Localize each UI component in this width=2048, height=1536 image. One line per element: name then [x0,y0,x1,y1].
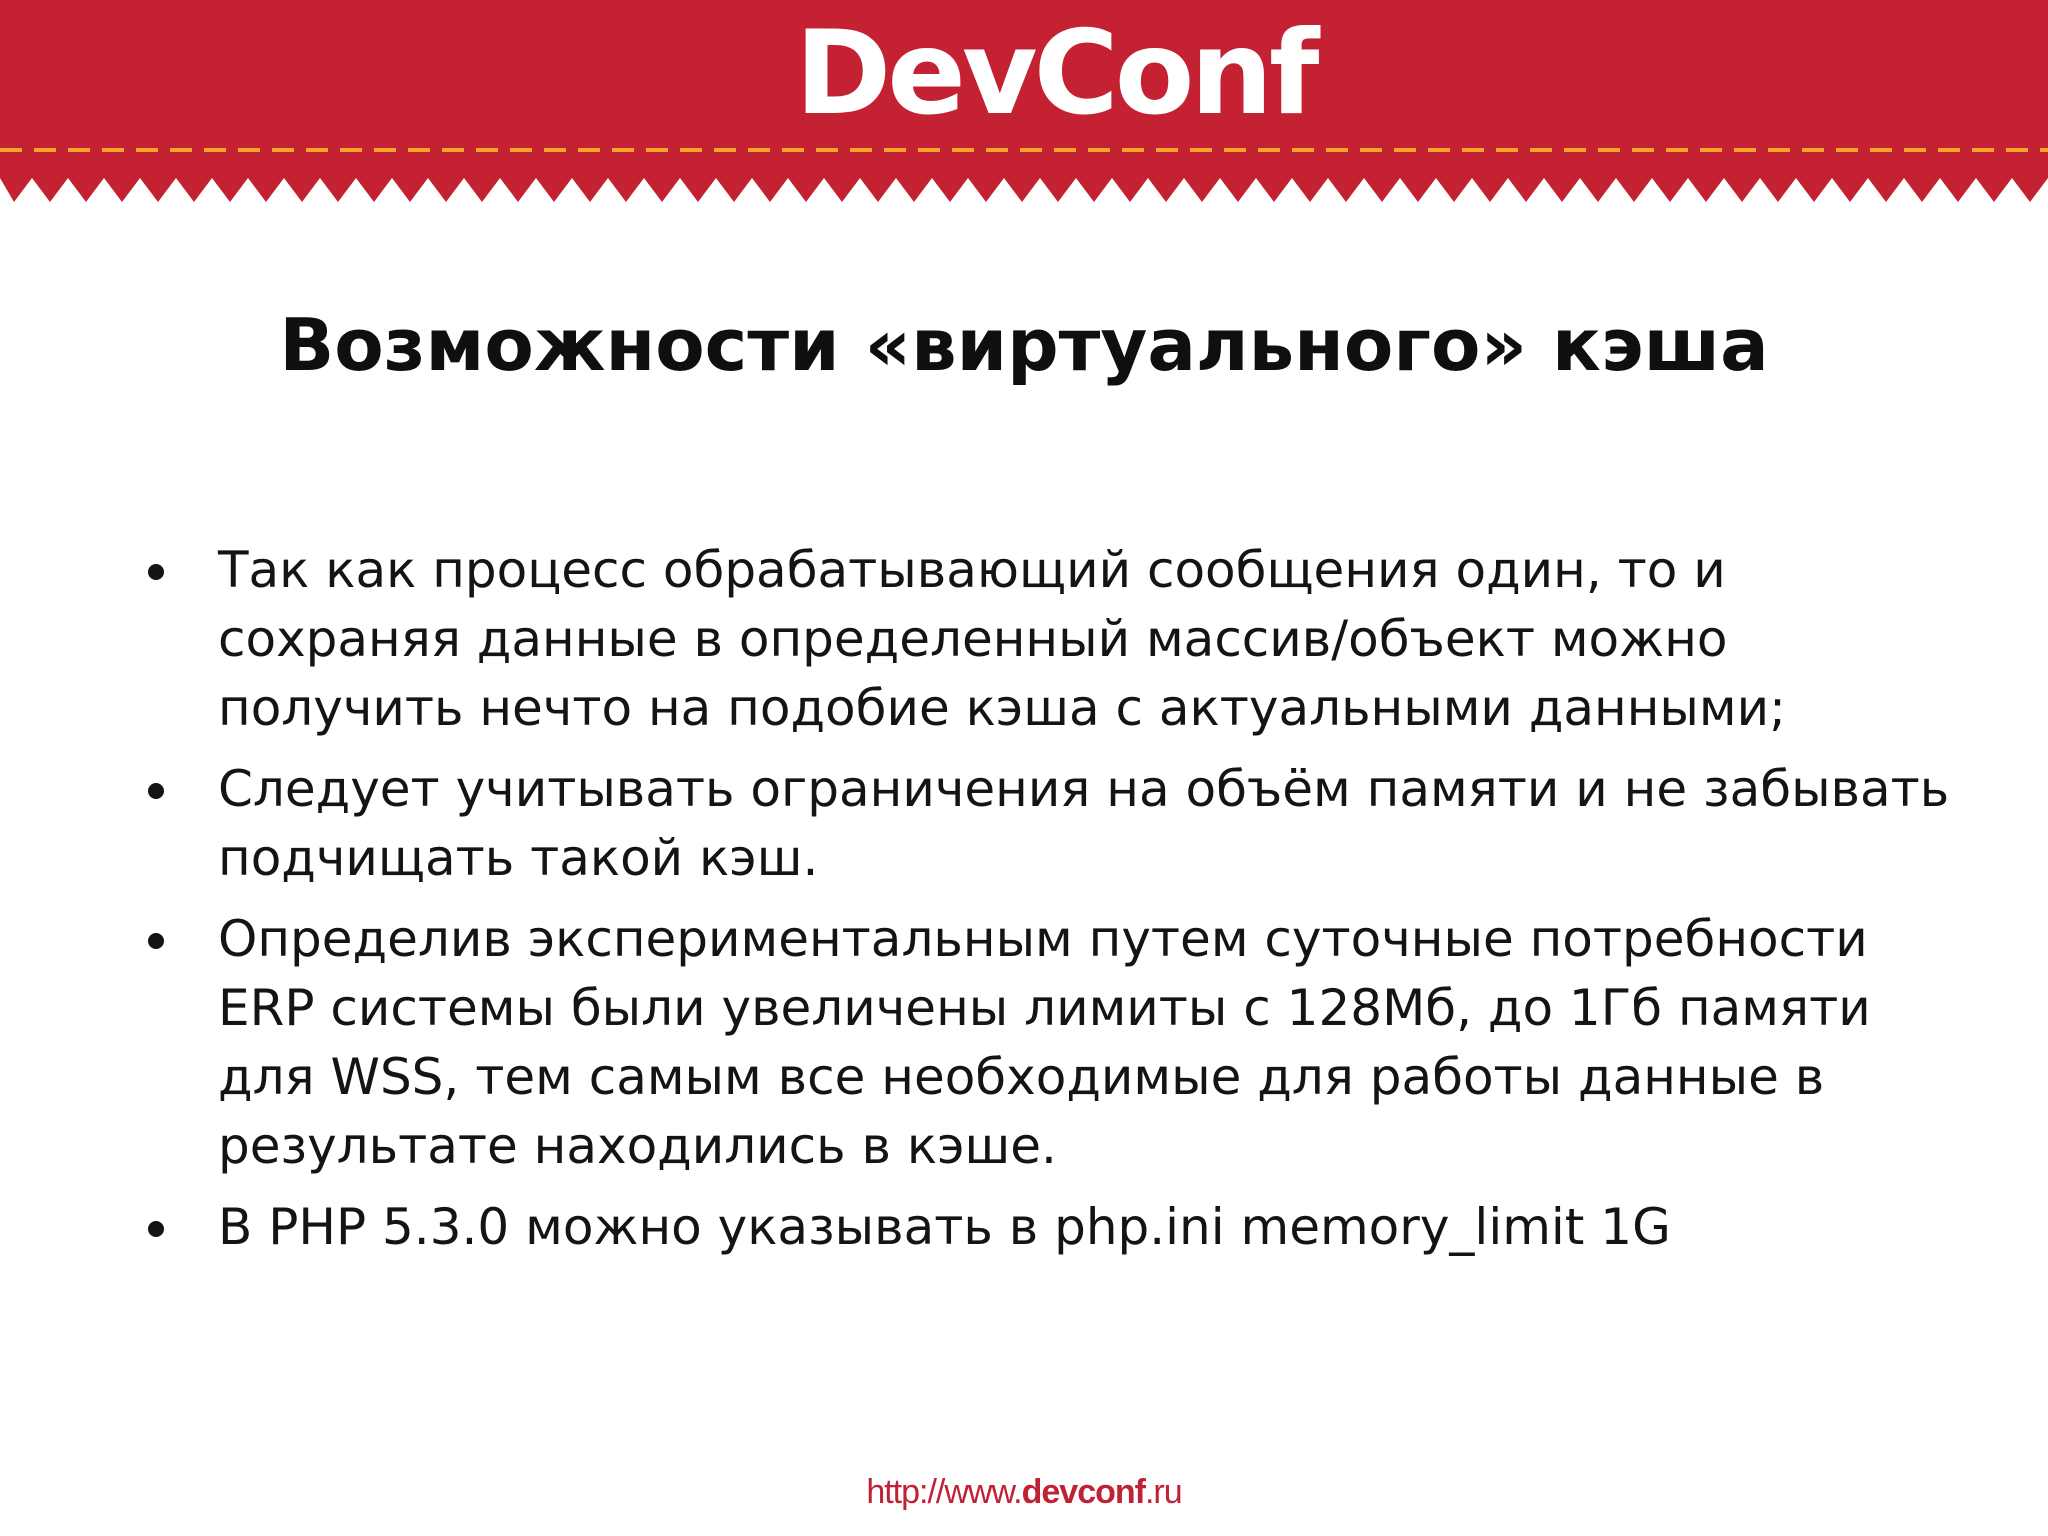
bullet-line: В PHP 5.3.0 можно указывать в php.ini memory_limit 1G [218,1198,1671,1256]
footer-url-prefix: http://www. [866,1473,1022,1511]
footer-url-link[interactable] [0,1470,2048,1514]
bullet-line: Так как процесс обрабатывающий сообщения один, то и [218,541,1726,599]
bullet-line: Определив экспериментальным путем суточные потребности [218,910,1868,968]
bullet-list [142,536,1950,1274]
footer-url-domain: devconf [1021,1473,1145,1511]
devconf-logo: DevConf [795,6,1316,141]
bullet-item [142,905,1942,1181]
bullet-line: для WSS, тем самым все необходимые для работы данные в [218,1048,1825,1106]
bullet-line: результате находились в кэше. [218,1117,1057,1175]
bullet-dot-icon [148,783,164,799]
slide-title: Возможности «виртуального» кэша [279,303,1769,387]
bullet-line: сохраняя данные в определенный массив/объект можно [218,610,1728,668]
bullet-line: получить нечто на подобие кэша с актуальными данными; [218,679,1786,737]
footer-url-suffix: .ru [1144,1473,1182,1511]
bullet-line: ERP системы были увеличены лимиты с 128Мб, до 1Гб памяти [218,979,1871,1037]
bullet-dot-icon [148,1221,164,1237]
bullet-item [142,755,1950,893]
bullet-dot-icon [148,564,164,580]
bullet-dot-icon [148,933,164,949]
bullet-line: подчищать такой кэш. [218,829,819,887]
bullet-line: Следует учитывать ограничения на объём памяти и не забывать [218,760,1950,818]
bullet-item [142,1193,1942,1262]
bullet-item [142,536,1942,743]
